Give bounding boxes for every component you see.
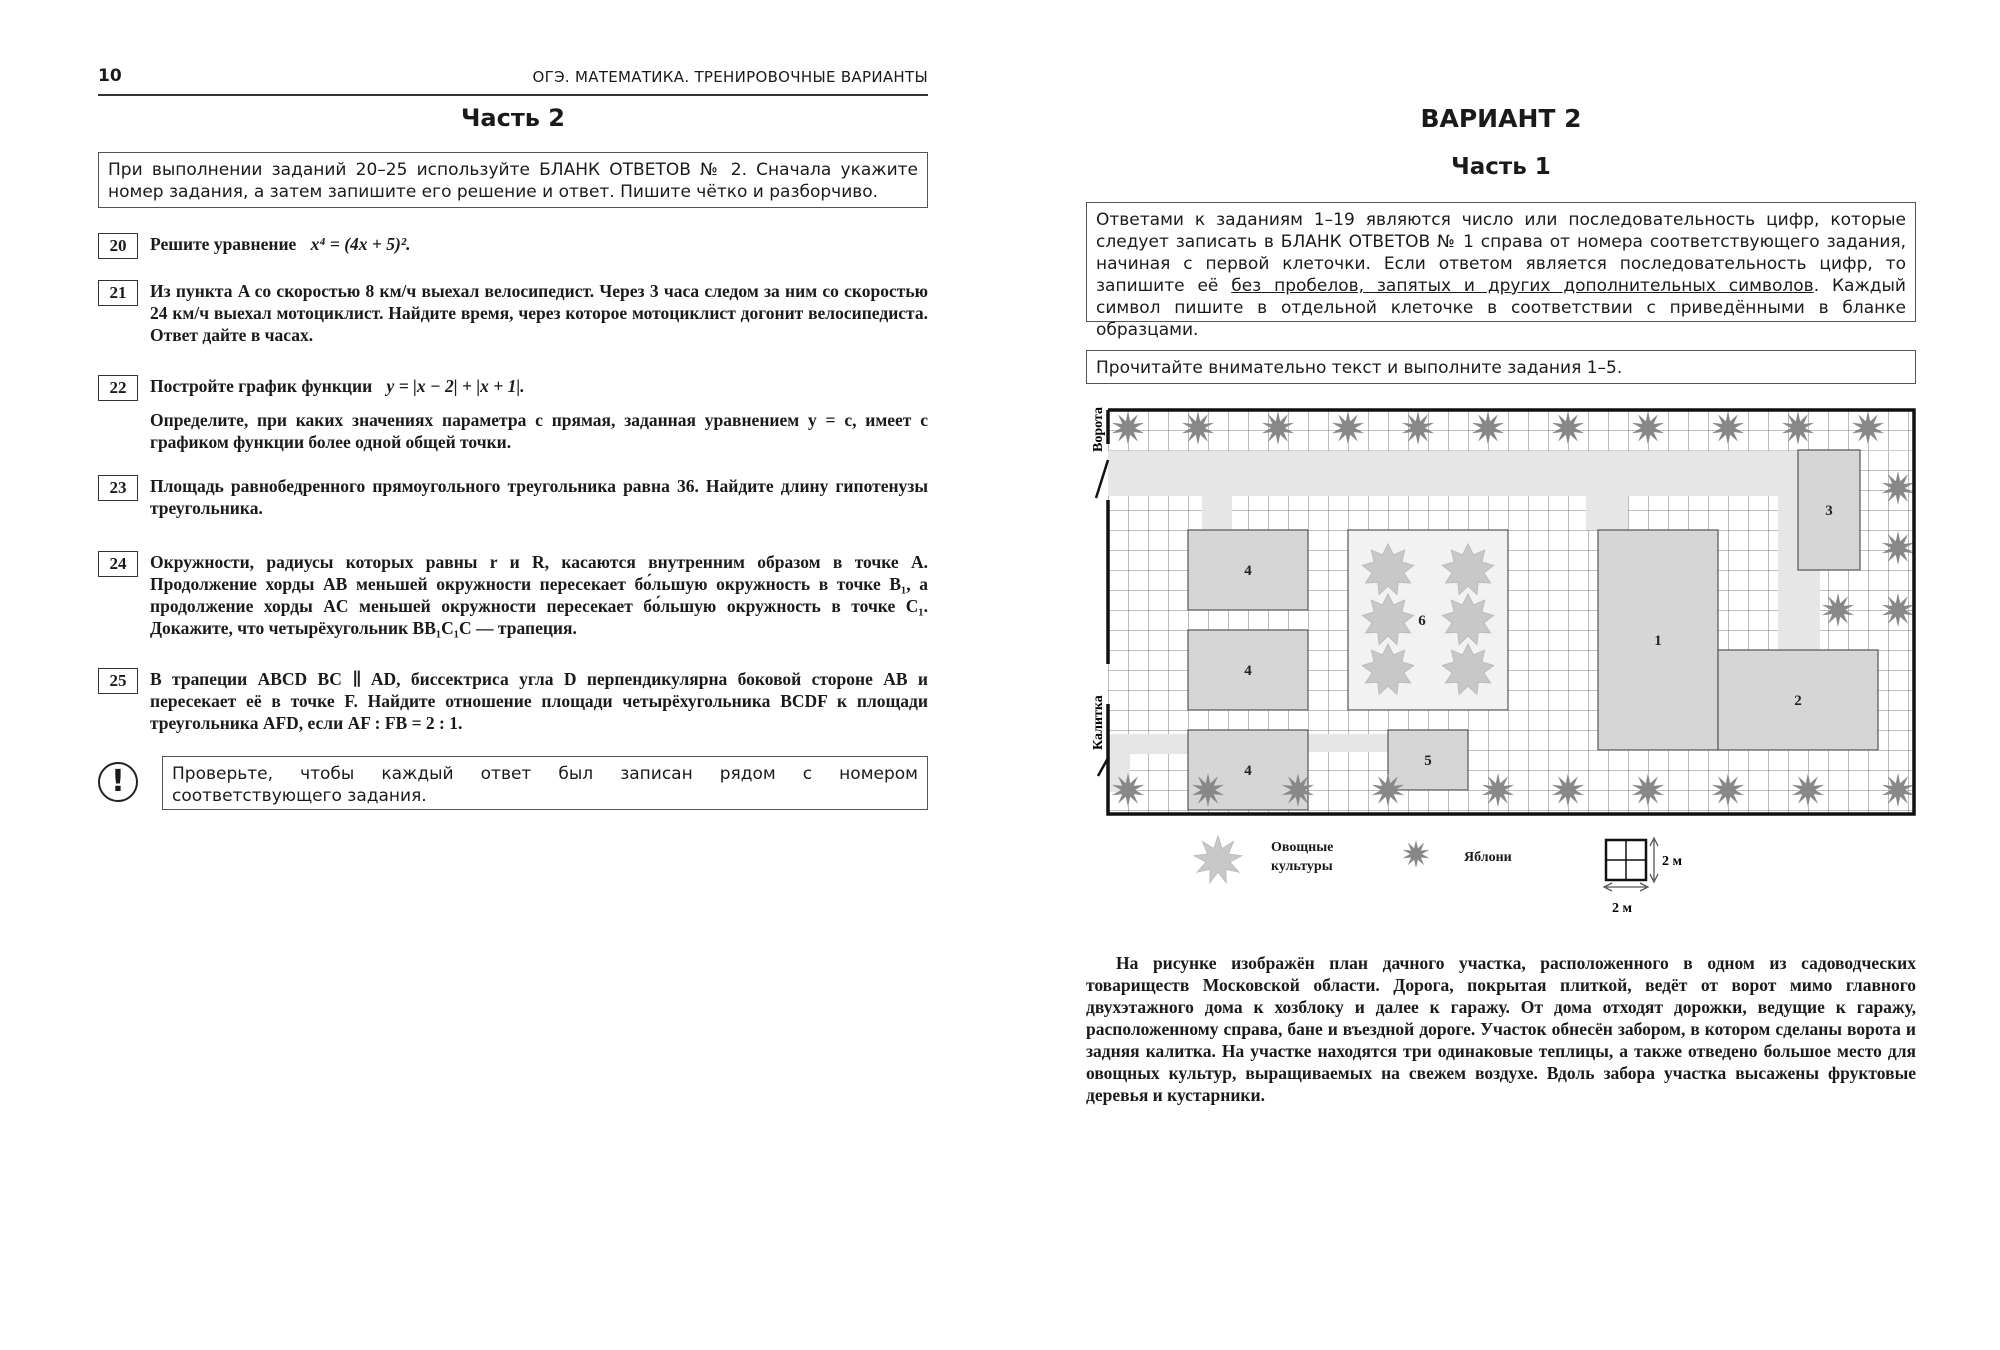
warning-icon: ! bbox=[98, 762, 138, 802]
task-number: 20 bbox=[98, 233, 138, 259]
variant-title: ВАРИАНТ 2 bbox=[1420, 104, 1582, 133]
task-number: 24 bbox=[98, 551, 138, 577]
task-number: 22 bbox=[98, 375, 138, 401]
building-label: 4 bbox=[1244, 763, 1252, 779]
task-text: Площадь равнобедренного прямоугольного треугольника равна 36. Найдите длину гипотенузы треугольника. bbox=[150, 476, 928, 518]
read-prompt-box: Прочитайте внимательно текст и выполните задания 1–5. bbox=[1086, 350, 1916, 384]
instruction-underlined: без пробелов, запятых и других дополнительных символов bbox=[1231, 276, 1814, 296]
task-24 bbox=[98, 551, 928, 639]
vegetables-legend-icon bbox=[1194, 836, 1241, 883]
wicket-label: Калитка bbox=[1091, 695, 1106, 750]
task-formula: x⁴ = (4x + 5)². bbox=[310, 234, 411, 254]
legend bbox=[1194, 836, 1682, 916]
task-21 bbox=[98, 280, 928, 346]
task-number: 21 bbox=[98, 280, 138, 306]
scale-label-v: 2 м bbox=[1662, 854, 1683, 869]
page-number: 10 bbox=[98, 66, 122, 86]
instruction-box: При выполнении заданий 20–25 используйте БЛАНК ОТВЕТОВ № 2. Сначала укажите номер задания, а затем запишите его решение и ответ. Пишите чётко и разборчиво. bbox=[98, 152, 928, 208]
task-23 bbox=[98, 475, 928, 519]
task-20 bbox=[98, 233, 928, 255]
task-text: В трапеции ABCD BC ∥ AD, биссектриса угла D перпендикулярна боковой стороне AB и пересекает её в точке F. Найдите отношение площади четырёхугольника BCDF к площади треугольника AFD, если AF : FB = 2 : 1. bbox=[150, 669, 928, 733]
building-label: 2 bbox=[1794, 693, 1802, 709]
apple-legend-icon bbox=[1403, 840, 1430, 868]
task-22 bbox=[98, 375, 928, 453]
building-label: 6 bbox=[1418, 613, 1426, 629]
running-header bbox=[98, 66, 928, 96]
running-title: ОГЭ. МАТЕМАТИКА. ТРЕНИРОВОЧНЫЕ ВАРИАНТЫ bbox=[532, 68, 928, 86]
gate-icon bbox=[1096, 460, 1108, 498]
vegetables-legend-label: Овощные культуры bbox=[1271, 840, 1334, 874]
task-text: Окружности, радиусы которых равны r и R, касаются внутренним образом в точке A. Продолжение хорды AB меньшей окружности пересекает бо́льшую окружность в точке B₁, а продолжение хорды AC меньшей окружности пересекает бо́льшую окружность в точке C₁. Докажите, что четырёхугольник BB₁C₁C — трапеция. bbox=[150, 552, 928, 638]
apple-legend-icon bbox=[1403, 840, 1430, 868]
instruction-text-a: Ответами к заданиям 1–19 являются число или последовательность цифр, которые следует записать в БЛАНК ОТВЕТОВ № 1 справа от номера соответствующего задания, начиная с первой клеточки. Если ответом является последовательность цифр, то запишите её bbox=[1096, 210, 1906, 296]
instruction-box bbox=[1086, 202, 1916, 340]
task-formula: y = |x − 2| + |x + 1|. bbox=[386, 376, 525, 396]
task-number: 25 bbox=[98, 668, 138, 694]
task-number: 23 bbox=[98, 475, 138, 501]
task-text-2: Определите, при каких значениях параметра c прямая, заданная уравнением y = c, имеет с графиком функции более одной общей точки. bbox=[150, 410, 928, 452]
task-text: Решите уравнение bbox=[150, 234, 297, 254]
building-label: 1 bbox=[1654, 633, 1662, 649]
apples-legend-label: Яблони bbox=[1464, 850, 1512, 865]
warning-box: Проверьте, чтобы каждый ответ был записан рядом с номером соответствующего задания. bbox=[162, 756, 928, 810]
task-text: Постройте график функции bbox=[150, 376, 373, 396]
building-label: 4 bbox=[1244, 663, 1252, 679]
plot-plan bbox=[1086, 404, 1916, 924]
scale-label-h: 2 м bbox=[1612, 901, 1633, 916]
task-25 bbox=[98, 668, 928, 734]
task-text: Из пункта A со скоростью 8 км/ч выехал велосипедист. Через 3 часа следом за ним со скоростью 24 км/ч выехал мотоциклист. Найдите время, через которое мотоциклист догонит велосипедиста. Ответ дайте в часах. bbox=[150, 281, 928, 345]
building-label: 3 bbox=[1825, 503, 1833, 519]
instruction-text-b: . Каждый символ пишите в отдельной клеточке в соответствии с приведёнными в бланке образцами. bbox=[1096, 276, 1906, 340]
gate-label: Ворота bbox=[1091, 407, 1106, 452]
building-label: 5 bbox=[1424, 753, 1432, 769]
vegetable-legend-icon bbox=[1194, 836, 1241, 883]
building-label: 4 bbox=[1244, 563, 1252, 579]
body-text: На рисунке изображён план дачного участка, расположенного в одном из садоводческих товариществ Московской области. Дорога, покрытая плиткой, ведёт от ворот мимо главного двухэтажного дома к хозблоку и далее к гаражу. От дома отходят дорожки, ведущие к гаражу, расположенному справа, бане и въездной дороге. Участок обнесён забором, в котором сделаны ворота и задняя калитка. На участке находятся три одинаковые теплицы, а также отведено большое место для овощных культур, выращиваемых на свежем воздухе. Вдоль забора участка высажены фруктовые деревья и кустарники. bbox=[1086, 953, 1916, 1105]
part-title: Часть 2 bbox=[461, 104, 565, 132]
part-title: Часть 1 bbox=[1451, 154, 1551, 180]
